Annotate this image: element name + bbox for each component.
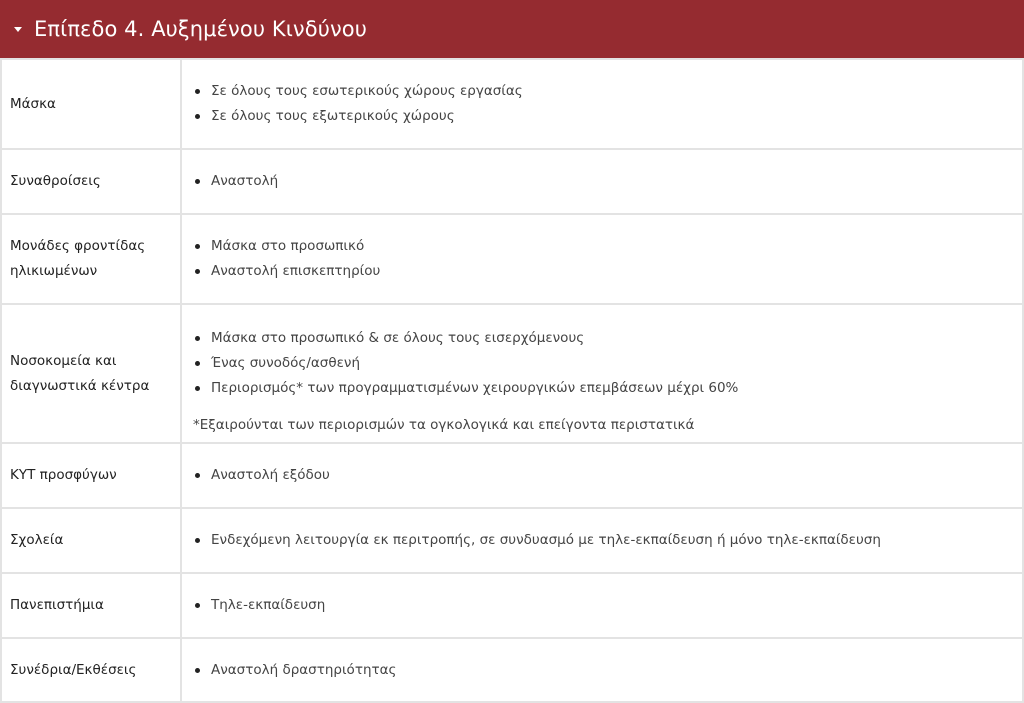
list-item: Σε όλους τους εσωτερικούς χώρους εργασίας <box>211 79 1014 104</box>
list-item: Αναστολή δραστηριότητας <box>211 658 1014 683</box>
row-label-text: Πανεπιστήμια <box>10 597 104 613</box>
table-row <box>1 59 1023 149</box>
footnote: *Εξαιρούνται των περιορισμών τα ογκολογικά και επείγοντα περιστατικά <box>193 416 695 433</box>
row-content-conferences <box>181 638 1023 702</box>
measures-list <box>192 593 1014 618</box>
measures-list <box>192 234 1014 284</box>
list-item: Μάσκα στο προσωπικό <box>211 234 1014 259</box>
list-item: Ενδεχόμενη λειτουργία εκ περιτροπής, σε συνδυασμό με τηλε-εκπαίδευση ή μόνο τηλε-εκπαίδευση <box>211 528 1014 553</box>
list-item: Μάσκα στο προσωπικό & σε όλους τους εισερχόμενους <box>211 326 1014 351</box>
list-item: Αναστολή <box>211 169 1014 194</box>
row-content-elderly-care <box>181 214 1023 304</box>
table-row <box>1 214 1023 304</box>
row-label-elderly-care <box>1 214 181 304</box>
caret-down-icon <box>14 27 22 32</box>
row-label-schools <box>1 508 181 573</box>
row-label-universities <box>1 573 181 638</box>
measures-list <box>192 79 1014 129</box>
row-label-hospitals <box>1 304 181 443</box>
table-row <box>1 149 1023 214</box>
row-label-line: Νοσοκομεία και <box>10 352 117 369</box>
measures-list <box>192 169 1014 194</box>
measures-list <box>192 326 1014 401</box>
table-row <box>1 304 1023 443</box>
table-row <box>1 638 1023 702</box>
row-label-text: ΚΥΤ προσφύγων <box>10 467 117 483</box>
row-content-universities <box>181 573 1023 638</box>
table-row <box>1 443 1023 508</box>
accordion-title: Επίπεδο 4. Αυξημένου Κινδύνου <box>34 17 367 41</box>
row-content-hospitals <box>181 304 1023 443</box>
measures-table-wrapper <box>0 58 1024 703</box>
row-content-refugee-centers <box>181 443 1023 508</box>
row-content-gatherings <box>181 149 1023 214</box>
measures-list <box>192 658 1014 683</box>
row-label-line: ηλικιωμένων <box>10 263 98 279</box>
row-content-mask <box>181 59 1023 149</box>
measures-list <box>192 528 1014 553</box>
row-label-text: Συναθροίσεις <box>10 173 101 189</box>
accordion-header-level-4[interactable] <box>0 0 1024 58</box>
row-label-mask <box>1 59 181 149</box>
row-content-schools <box>181 508 1023 573</box>
row-label-text: Συνέδρια/Εκθέσεις <box>10 661 137 678</box>
list-item: Αναστολή εξόδου <box>211 463 1014 488</box>
row-label-gatherings <box>1 149 181 214</box>
table-row <box>1 508 1023 573</box>
measures-list <box>192 463 1014 488</box>
list-item: Ένας συνοδός/ασθενή <box>211 351 1014 376</box>
row-label-text: Μάσκα <box>10 95 56 112</box>
row-label-text: Σχολεία <box>10 532 64 548</box>
row-label-line: Μονάδες φροντίδας <box>10 238 146 254</box>
row-label-conferences <box>1 638 181 702</box>
list-item: Τηλε-εκπαίδευση <box>211 593 1014 618</box>
measures-table <box>0 58 1024 703</box>
table-row <box>1 573 1023 638</box>
row-label-line: διαγνωστικά κέντρα <box>10 377 150 394</box>
list-item: Αναστολή επισκεπτηρίου <box>211 259 1014 284</box>
row-label-refugee-centers <box>1 443 181 508</box>
list-item: Σε όλους τους εξωτερικούς χώρους <box>211 104 1014 129</box>
list-item: Περιορισμός* των προγραμματισμένων χειρουργικών επεμβάσεων μέχρι 60% <box>211 376 1014 401</box>
